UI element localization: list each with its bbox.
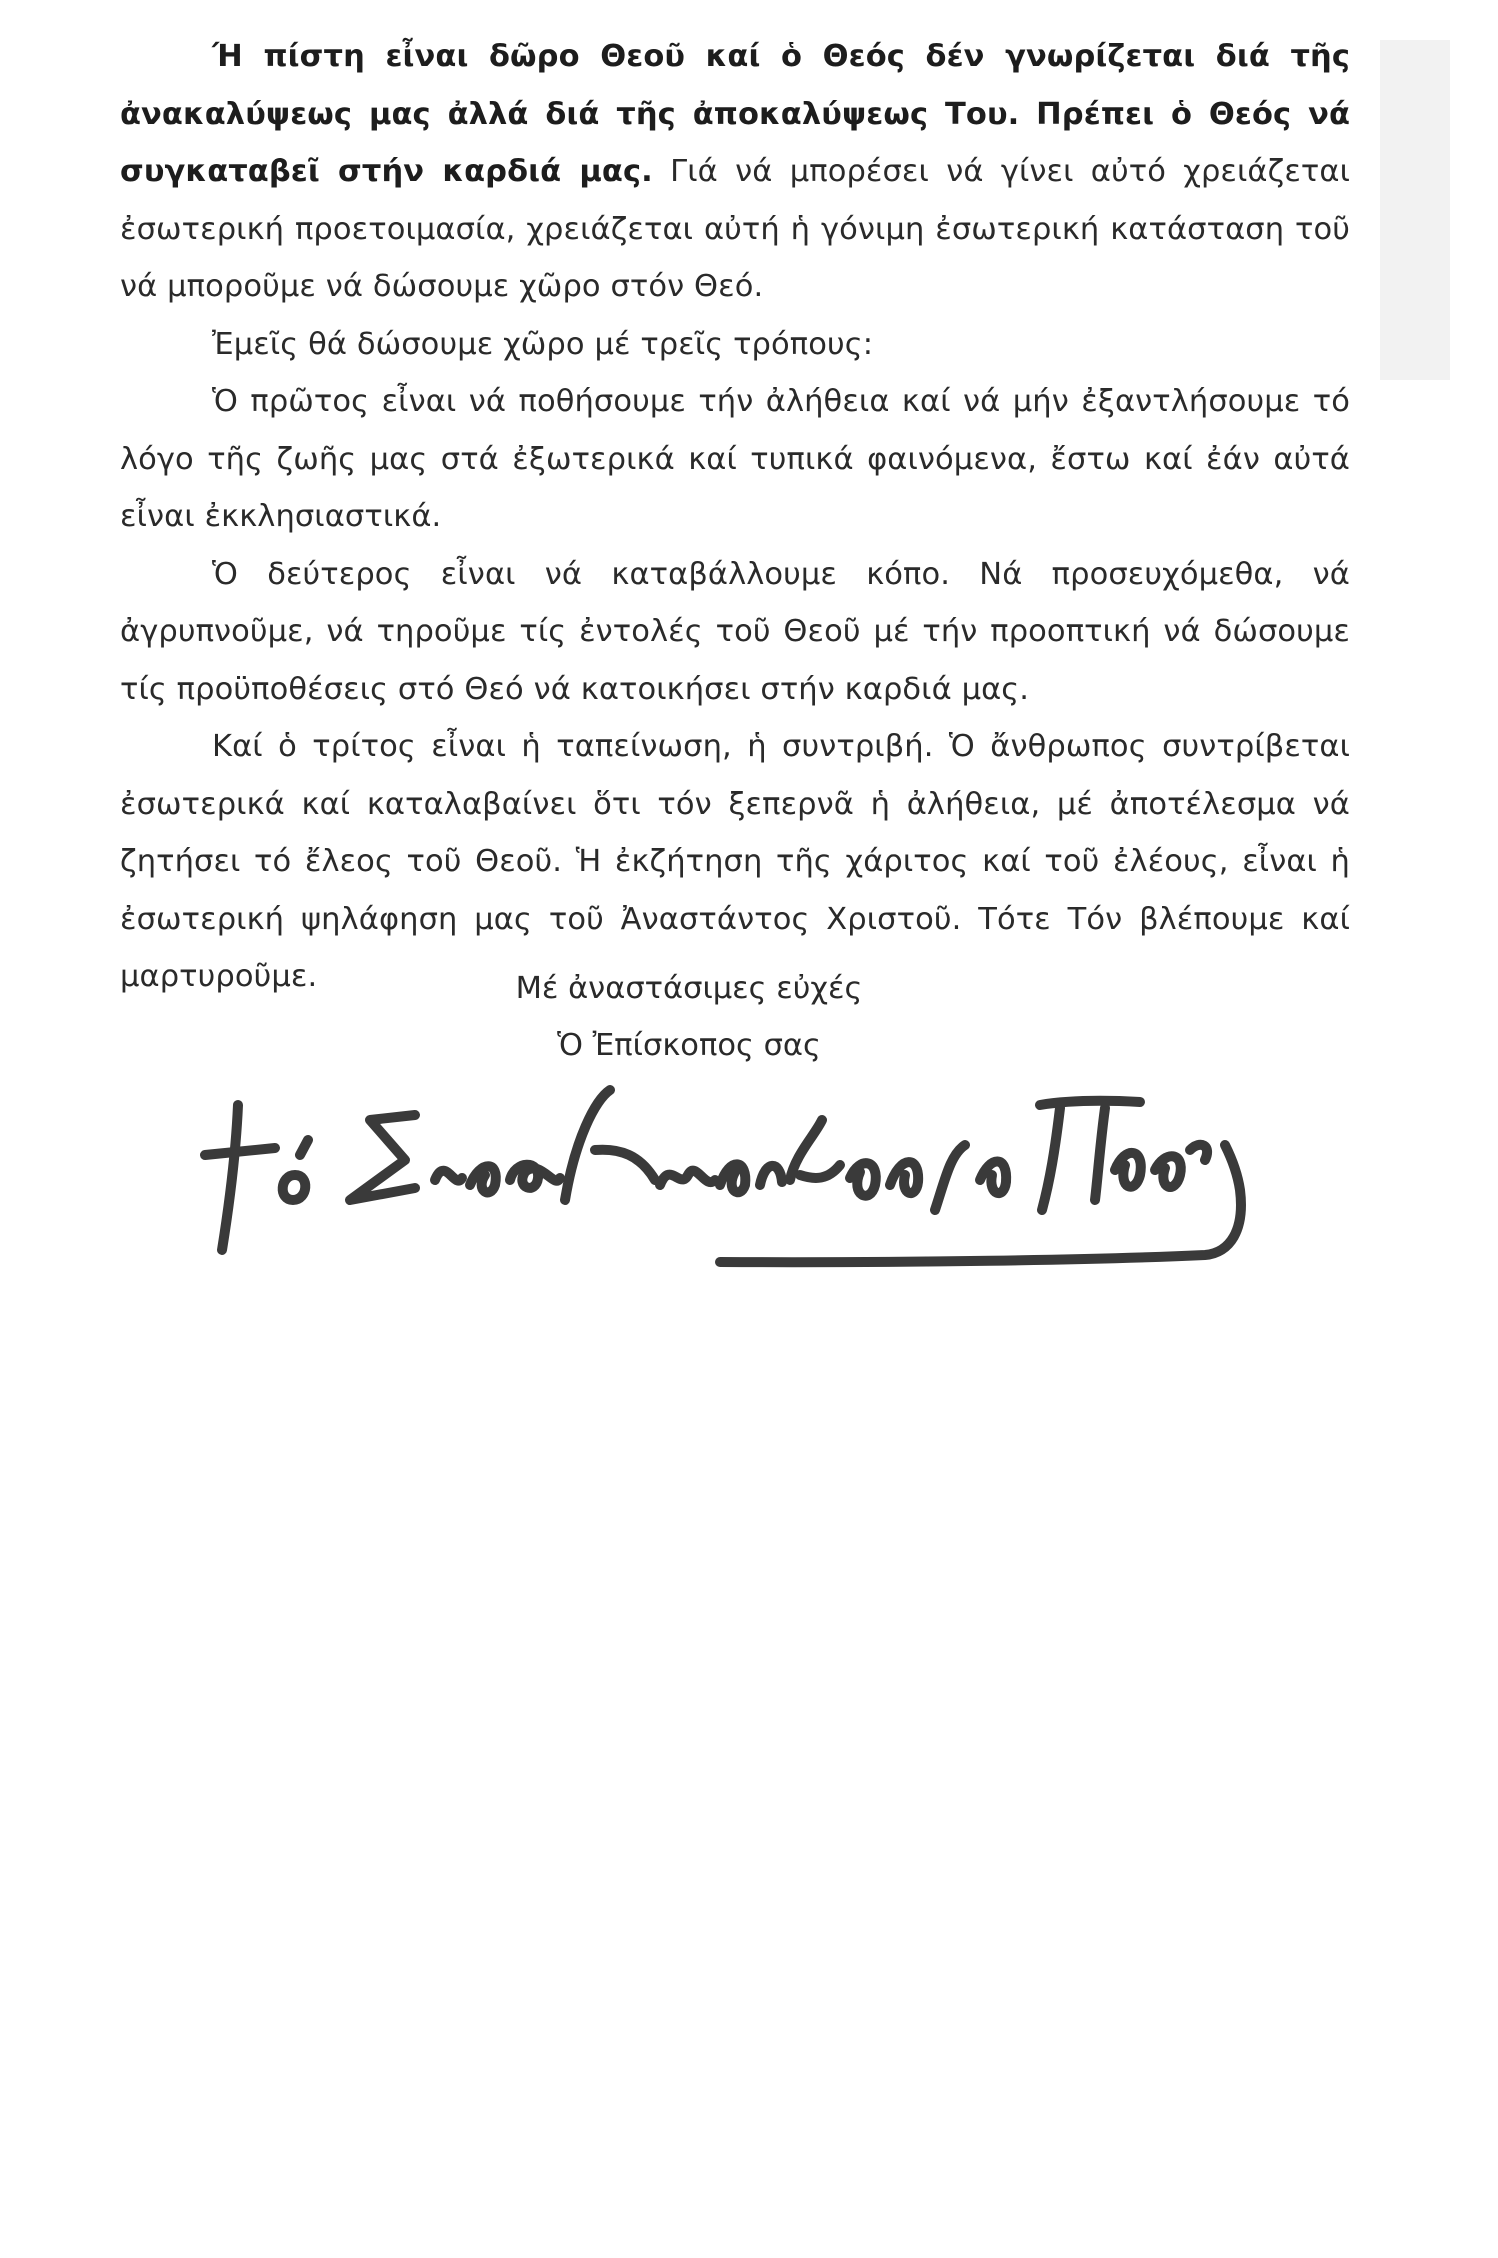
closing-wishes: Μέ ἀναστάσιμες εὐχές <box>515 971 863 1006</box>
bleed-through-lower <box>240 1320 1380 2100</box>
paragraph-1-rest: Γιά νά μπορέσει νά γίνει αὐτό χρειάζεται ἐσωτερική προετοιμασία, χρειάζεται αὐτή ἡ γόνιμη ἐσωτερική κατάσταση τοῦ νά μποροῦμε νά δώσουμε χῶρο στόν Θεό. <box>120 154 1350 304</box>
letter-body <box>120 28 1350 1006</box>
handwritten-signature <box>200 1060 1250 1280</box>
paragraph-4: Ὁ δεύτερος εἶναι νά καταβάλλουμε κόπο. Νά προσευχόμεθα, νά ἀγρυπνοῦμε, νά τηροῦμε τίς ἐντολές τοῦ Θεοῦ μέ τήν προοπτική νά δώσουμε τίς προϋποθέσεις στό Θεό νά κατοικήσει στήν καρδιά μας. <box>120 556 1350 707</box>
paragraph-2: Ἐμεῖς θά δώσουμε χῶρο μέ τρεῖς τρόπους: <box>212 326 874 362</box>
bleed-through-margin <box>1380 40 1450 380</box>
closing-title: Ὁ Ἐπίσκοπος σας <box>557 1028 821 1063</box>
paragraph-3: Ὁ πρῶτος εἶναι νά ποθήσουμε τήν ἀλήθεια καί νά μήν ἐξαντλήσουμε τό λόγο τῆς ζωῆς μας στά ἐξωτερικά καί τυπικά φαινόμενα, ἔστω καί ἐάν αὐτά εἶναι ἐκκλησιαστικά. <box>120 384 1350 534</box>
paragraph-1-bold: Ή πίστη εἶναι δῶρο Θεοῦ καί ὁ Θεός δέν γνωρίζεται διά τῆς ἀνακαλύψεως μας ἀλλά διά τῆς ἀποκαλύψεως Του. Πρέπει ὁ Θεός νά συγκαταβεῖ στήν καρδιά μας. <box>120 39 1350 189</box>
paragraph-1 <box>120 28 1350 316</box>
paragraph-5: Καί ὁ τρίτος εἶναι ἡ ταπείνωση, ἡ συντριβή. Ὁ ἄνθρωπος συντρίβεται ἐσωτερικά καί καταλαβαίνει ὅτι τόν ξεπερνᾶ ἡ ἀλήθεια, μέ ἀποτέλεσμα νά ζητήσει τό ἔλεος τοῦ Θεοῦ. Ἡ ἐκζήτηση τῆς χάριτος καί τοῦ ἐλέους, εἶναι ἡ ἐσωτερική ψηλάφηση μας τοῦ Ἀναστάντος Χριστοῦ. Τότε Τόν βλέπουμε καί μαρτυροῦμε. <box>120 729 1350 994</box>
